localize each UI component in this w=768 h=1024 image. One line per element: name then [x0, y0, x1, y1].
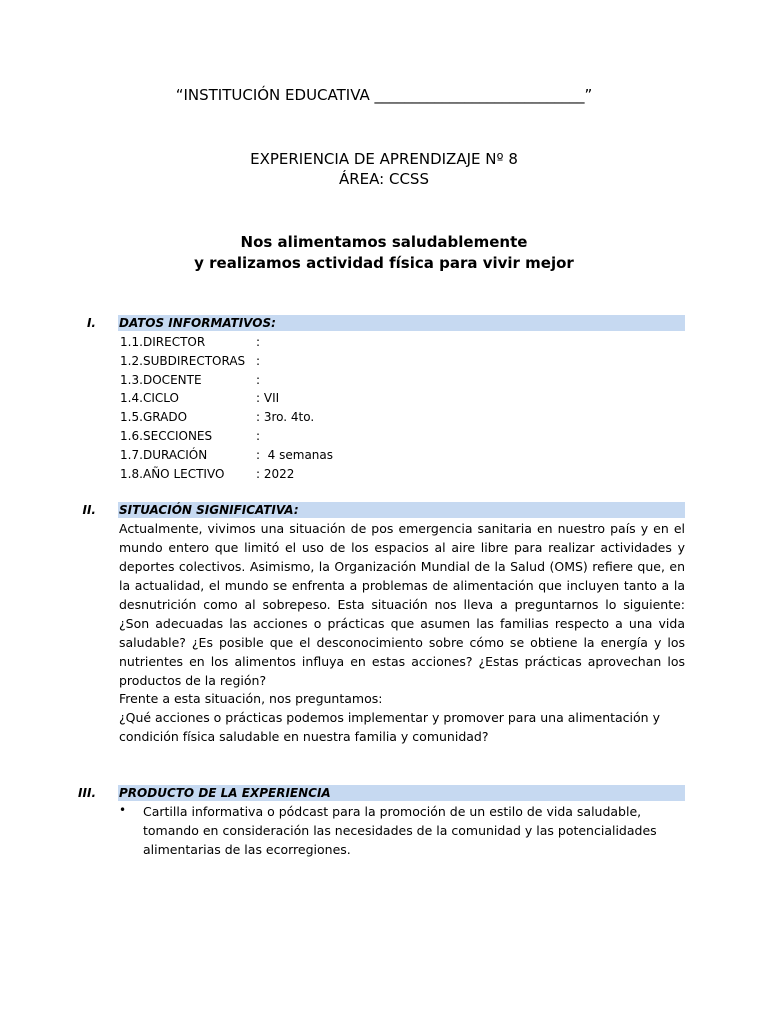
- info-row-secciones: [120, 427, 420, 446]
- info-row-duracion: [120, 446, 420, 465]
- experience-heading: [0, 149, 768, 189]
- info-value: : VII: [256, 391, 280, 406]
- info-label: CICLO: [143, 391, 179, 406]
- info-label: DURACIÓN: [143, 447, 208, 462]
- title-line-1: Nos alimentamos saludablemente: [240, 233, 528, 251]
- section-3-title: PRODUCTO DE LA EXPERIENCIA: [119, 786, 331, 800]
- document-title: [0, 232, 768, 274]
- info-list: [120, 333, 420, 483]
- info-row-ano-lectivo: [120, 465, 420, 484]
- info-value: : 3ro. 4to.: [256, 410, 315, 425]
- info-num: 1.7.: [120, 447, 143, 462]
- info-label: SUBDIRECTORAS: [143, 353, 246, 368]
- section-2-number: II.: [82, 503, 96, 517]
- info-num: 1.4.: [120, 391, 143, 406]
- situation-paragraph: Actualmente, vivimos una situación de pos emergencia sanitaria en nuestro país y en el mundo entero que limitó el uso de los espacios al aire libre para realizar actividades y deportes colectivos. Asimismo, la Organización Mundial de la Salud (OMS) refiere que, en la actualidad, el mundo se enfrenta a problemas de alimentación que incluyen tanto a la desnutrición como al sobrepeso. Esta situación nos lleva a preguntarnos lo siguiente: ¿Son adecuadas las acciones o prácticas que asumen las familias respecto a una vida saludable? ¿Es posible que el desconocimiento sobre cómo se obtiene la energía y los nutrientes en los alimentos influya en estas acciones? ¿Estas prácticas aprovechan los productos de la región?: [119, 521, 685, 688]
- info-label: DIRECTOR: [143, 335, 206, 349]
- info-num: 1.3.: [120, 372, 143, 387]
- info-row-grado: [120, 408, 420, 427]
- product-item: Cartilla informativa o pódcast para la promoción de un estilo de vida saludable, tomando en consideración las necesidades de la comunidad y las potencialidades alimentarias de las ecorregiones.: [143, 804, 657, 857]
- info-value: :: [256, 372, 261, 387]
- info-row-docente: [120, 371, 420, 390]
- section-2-title: SITUACIÓN SIGNIFICATIVA:: [119, 503, 299, 517]
- guiding-question: ¿Qué acciones o prácticas podemos implementar y promover para una alimentación y condición física saludable en nuestra familia y comunidad?: [119, 710, 660, 744]
- experience-number: EXPERIENCIA DE APRENDIZAJE Nº 8: [250, 150, 518, 168]
- institution-heading: “INSTITUCIÓN EDUCATIVA ____________________________”: [175, 86, 593, 104]
- section-1-title: DATOS INFORMATIVOS:: [119, 316, 276, 330]
- info-num: 1.5.: [120, 410, 143, 425]
- info-num: 1.1.: [120, 335, 143, 349]
- info-label: SECCIONES: [143, 428, 213, 443]
- area-label: ÁREA: CCSS: [339, 170, 429, 188]
- info-num: 1.2.: [120, 353, 143, 368]
- question-intro: Frente a esta situación, nos preguntamos:: [119, 691, 383, 706]
- info-value: :: [256, 335, 261, 349]
- info-value: : 4 semanas: [256, 447, 334, 462]
- title-line-2: y realizamos actividad física para vivir mejor: [194, 254, 574, 272]
- bullet-icon: •: [119, 803, 127, 817]
- info-label: GRADO: [143, 410, 188, 425]
- info-value: : 2022: [256, 466, 295, 481]
- section-1-number: I.: [86, 316, 96, 330]
- info-row-subdirectoras: [120, 352, 420, 371]
- info-num: 1.6.: [120, 428, 143, 443]
- info-label: AÑO LECTIVO: [143, 466, 225, 481]
- info-row-director: [120, 333, 420, 352]
- info-label: DOCENTE: [143, 372, 202, 387]
- info-row-ciclo: [120, 389, 420, 408]
- info-num: 1.8.: [120, 466, 143, 481]
- info-value: :: [256, 353, 261, 368]
- info-value: :: [256, 428, 261, 443]
- section-3-number: III.: [78, 786, 96, 800]
